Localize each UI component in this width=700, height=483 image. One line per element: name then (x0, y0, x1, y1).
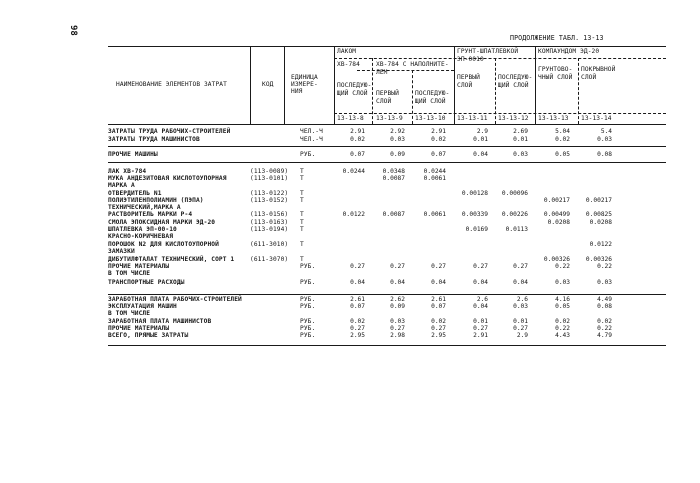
row-label: ЗАРАБОТНАЯ ПЛАТА МАШИНИСТОВ (108, 318, 212, 325)
row-value: 0.00326 (585, 256, 612, 263)
page-number: 98 (68, 25, 78, 36)
row-unit: Т (300, 190, 304, 197)
row-value: 0.27 (431, 263, 446, 270)
header-first-layer-1b: СЛОЙ (376, 98, 392, 105)
header-lak: ЛАКОМ (337, 48, 357, 55)
code-13-13-13: 13-13-13 (538, 115, 569, 122)
row-value: 2.61 (431, 296, 446, 303)
row-label: ТРАНСПОРТНЫЕ РАСХОДЫ (108, 279, 185, 286)
row-value: 2.95 (431, 332, 446, 339)
row-value: 0.03 (390, 318, 405, 325)
header-sub-layer-1a: ПОСЛЕДУЮ- (337, 82, 372, 89)
row-value: 0.0244 (423, 168, 446, 175)
row-value: 0.02 (597, 318, 612, 325)
row-value: 0.27 (350, 325, 365, 332)
row-label: ЗАРАБОТНАЯ ПЛАТА РАБОЧИХ-СТРОИТЕЛЕЙ (108, 296, 242, 303)
row-unit: Т (300, 241, 304, 248)
row-unit: РУБ. (300, 296, 316, 303)
header-name: НАИМЕНОВАНИЕ ЭЛЕМЕНТОВ ЗАТРАТ (116, 81, 227, 88)
header-first-layer-2b: СЛОЙ (457, 82, 473, 89)
row-label: ПРОЧИЕ МАТЕРИАЛЫ (108, 263, 170, 270)
row-label: РАСТВОРИТЕЛЬ МАРКИ Р-4 (108, 211, 193, 218)
continuation-title: ПРОДОЛЖЕНИЕ ТАБЛ. 13-13 (510, 34, 604, 42)
row-unit: РУБ. (300, 151, 316, 158)
row-value: 0.04 (431, 279, 446, 286)
row-value: 2.9 (476, 128, 488, 135)
row-value: 0.07 (350, 303, 365, 310)
row-label: ЗАТРАТЫ ТРУДА МАШИНИСТОВ (108, 136, 200, 143)
row-value: 4.43 (555, 332, 570, 339)
row-value: 0.01 (513, 318, 528, 325)
row-label: В ТОМ ЧИСЛЕ (108, 270, 151, 278)
row-value: 0.08 (597, 151, 612, 158)
row-code: (113-0101) (250, 175, 289, 182)
row-value: 0.0113 (505, 226, 528, 233)
row-unit: РУБ. (300, 279, 316, 286)
row-label: ЭКСПЛУАТАЦИЯ МАШИН (108, 303, 177, 310)
row-value: 0.0208 (589, 219, 612, 226)
row-value: 0.02 (431, 318, 446, 325)
row-value: 0.07 (431, 151, 446, 158)
row-value: 0.01 (513, 136, 528, 143)
row-label: ТЕХНИЧЕСКИЙ,МАРКА А (108, 204, 181, 212)
row-value: 2.61 (350, 296, 365, 303)
row-value: 2.62 (390, 296, 405, 303)
row-value: 0.04 (350, 279, 365, 286)
row-code: (113-0194) (250, 226, 289, 233)
header-compaund: КОМПАУНДОМ ЭД-20 (538, 48, 600, 55)
header-unit-3: НИЯ (291, 88, 303, 95)
row-value: 0.00217 (543, 197, 570, 204)
row-value: 0.22 (597, 325, 612, 332)
row-value: 0.27 (513, 325, 528, 332)
row-unit: Т (300, 211, 304, 218)
row-value: 2.95 (350, 332, 365, 339)
row-value: 2.6 (476, 296, 488, 303)
row-value: 2.91 (473, 332, 488, 339)
row-unit: ЧЕЛ.-Ч (300, 128, 323, 135)
row-unit: Т (300, 256, 304, 263)
row-label: ШПАТЛЕВКА ЭП-00-10 (108, 226, 177, 233)
row-value: 0.27 (473, 325, 488, 332)
row-unit: Т (300, 219, 304, 226)
row-value: 0.04 (473, 279, 488, 286)
row-code: (113-0089) (250, 168, 289, 175)
row-value: 0.0087 (382, 175, 405, 182)
header-sub-layer-3a: ПОСЛЕДУЮ- (498, 74, 533, 81)
row-label: МУКА АНДЕЗИТОВАЯ КИСЛОТОУПОРНАЯ (108, 175, 227, 182)
header-first-layer-2a: ПЕРВЫЙ (457, 74, 480, 81)
header-xb784: ХВ-784 (337, 61, 360, 68)
row-value: 0.03 (513, 151, 528, 158)
row-label: ДИБУТИЛФТАЛАТ ТЕХНИЧЕСКИЙ, СОРТ 1 (108, 256, 235, 263)
row-label: ПРОЧИЕ МАТЕРИАЛЫ (108, 325, 170, 332)
row-unit: РУБ. (300, 318, 316, 325)
row-value: 0.01 (473, 318, 488, 325)
row-value: 0.00825 (585, 211, 612, 218)
row-value: 0.22 (597, 263, 612, 270)
row-value: 2.9 (516, 332, 528, 339)
row-value: 0.04 (390, 279, 405, 286)
row-code: (113-0163) (250, 219, 289, 226)
row-value: 0.00326 (543, 256, 570, 263)
header-cover-1: ПОКРЫВНОЙ (581, 66, 616, 73)
row-unit: РУБ. (300, 332, 316, 339)
row-value: 0.22 (555, 325, 570, 332)
row-value: 2.91 (431, 128, 446, 135)
row-code: (611-3010) (250, 241, 289, 248)
row-label: ЛАК ХВ-784 (108, 168, 147, 175)
row-label: ВСЕГО, ПРЯМЫЕ ЗАТРАТЫ (108, 332, 189, 339)
row-value: 0.02 (555, 318, 570, 325)
row-value: 0.09 (390, 151, 405, 158)
row-unit: Т (300, 175, 304, 182)
row-label: МАРКА А (108, 182, 135, 190)
row-label: ОТВЕРДИТЕЛЬ N1 (108, 190, 162, 197)
row-value: 4.16 (555, 296, 570, 303)
row-value: 0.27 (513, 263, 528, 270)
row-unit: РУБ. (300, 263, 316, 270)
row-value: 0.05 (555, 151, 570, 158)
row-value: 0.07 (431, 303, 446, 310)
row-code: (113-0152) (250, 197, 289, 204)
row-value: 4.49 (597, 296, 612, 303)
row-value: 0.00217 (585, 197, 612, 204)
row-label: В ТОМ ЧИСЛЕ (108, 310, 151, 318)
row-value: 0.09 (390, 303, 405, 310)
row-unit: РУБ. (300, 303, 316, 310)
header-unit-1: ЕДИНИЦА (291, 74, 318, 81)
code-13-13-12: 13-13-12 (498, 115, 529, 122)
code-13-13-11: 13-13-11 (457, 115, 488, 122)
row-value: 0.00096 (501, 190, 528, 197)
row-value: 0.0061 (423, 211, 446, 218)
row-value: 4.79 (597, 332, 612, 339)
row-value: 0.0208 (547, 219, 570, 226)
row-value: 2.92 (390, 128, 405, 135)
row-value: 0.0122 (589, 241, 612, 248)
row-value: 0.02 (555, 136, 570, 143)
row-value: 0.27 (390, 263, 405, 270)
row-value: 0.04 (513, 279, 528, 286)
header-unit-2: ИЗМЕРЕ- (291, 81, 318, 88)
row-value: 2.91 (350, 128, 365, 135)
header-sub-layer-2b: ЩИЙ СЛОЙ (415, 98, 446, 105)
row-value: 5.4 (600, 128, 612, 135)
header-primer-2: ЧНЫЙ СЛОЙ (538, 74, 573, 81)
row-value: 0.04 (473, 303, 488, 310)
code-13-13-10: 13-13-10 (415, 115, 446, 122)
row-label: ЗАМАЗКИ (108, 248, 135, 256)
row-value: 0.02 (431, 136, 446, 143)
row-value: 0.00499 (543, 211, 570, 218)
row-value: 0.00128 (461, 190, 488, 197)
row-value: 2.6 (516, 296, 528, 303)
row-unit: Т (300, 168, 304, 175)
row-unit: ЧЕЛ.-Ч (300, 136, 323, 143)
row-value: 0.03 (597, 279, 612, 286)
header-grunt-2: ЭП-0010 (457, 56, 484, 63)
row-value: 0.08 (597, 303, 612, 310)
row-value: 0.07 (350, 151, 365, 158)
row-unit: Т (300, 226, 304, 233)
row-value: 2.98 (390, 332, 405, 339)
row-code: (611-3070) (250, 256, 289, 263)
row-value: 0.03 (390, 136, 405, 143)
row-value: 0.03 (513, 303, 528, 310)
row-value: 0.0169 (465, 226, 488, 233)
header-sub-layer-3b: ЩИЙ СЛОЙ (498, 82, 529, 89)
row-value: 0.04 (473, 151, 488, 158)
row-value: 0.00339 (461, 211, 488, 218)
row-code: (113-0122) (250, 190, 289, 197)
header-grunt-1: ГРУНТ-ШПАТЛЕВКОЙ (457, 48, 519, 55)
header-sub-layer-2a: ПОСЛЕДУЮ- (415, 90, 450, 97)
row-value: 0.03 (555, 279, 570, 286)
row-value: 0.00226 (501, 211, 528, 218)
row-value: 0.05 (555, 303, 570, 310)
row-code: (113-0156) (250, 211, 289, 218)
code-13-13-14: 13-13-14 (581, 115, 612, 122)
code-13-13-9: 13-13-9 (376, 115, 403, 122)
header-sub-layer-1b: ЩИЙ СЛОЙ (337, 90, 368, 97)
header-cover-2: СЛОЙ (581, 74, 597, 81)
row-value: 5.04 (555, 128, 570, 135)
header-xb784-filler-2: ЛЕМ (376, 69, 388, 76)
row-label: КРАСНО-КОРИЧНЕВАЯ (108, 233, 174, 241)
row-label: СМОЛА ЭПОКСИДНАЯ МАРКИ ЭД-20 (108, 219, 216, 226)
row-value: 0.27 (431, 325, 446, 332)
row-label: ПРОЧИЕ МАШИНЫ (108, 151, 158, 158)
row-value: 0.02 (350, 318, 365, 325)
row-value: 0.27 (350, 263, 365, 270)
row-unit: Т (300, 197, 304, 204)
row-value: 0.03 (597, 136, 612, 143)
header-primer-1: ГРУНТОВО- (538, 66, 573, 73)
row-label: ПОРОШОК N2 ДЛЯ КИСЛОТОУПОРНОЙ (108, 241, 219, 248)
header-xb784-filler-1: ХВ-784 С НАПОЛНИТЕ- (376, 61, 449, 68)
row-label: ЗАТРАТЫ ТРУДА РАБОЧИХ-СТРОИТЕЛЕЙ (108, 128, 231, 135)
row-value: 0.0122 (342, 211, 365, 218)
row-value: 0.0061 (423, 175, 446, 182)
row-value: 0.27 (390, 325, 405, 332)
header-code: КОД (262, 81, 274, 88)
row-value: 0.02 (350, 136, 365, 143)
row-value: 0.22 (555, 263, 570, 270)
row-value: 0.0087 (382, 211, 405, 218)
code-13-13-8: 13-13-8 (337, 115, 364, 122)
row-value: 2.69 (513, 128, 528, 135)
row-value: 0.0348 (382, 168, 405, 175)
row-label: ПОЛИЭТИЛЕНПОЛИАМИН (ПЭПА) (108, 197, 204, 204)
row-unit: РУБ. (300, 325, 316, 332)
row-value: 0.01 (473, 136, 488, 143)
header-first-layer-1a: ПЕРВЫЙ (376, 90, 399, 97)
row-value: 0.0244 (342, 168, 365, 175)
row-value: 0.27 (473, 263, 488, 270)
